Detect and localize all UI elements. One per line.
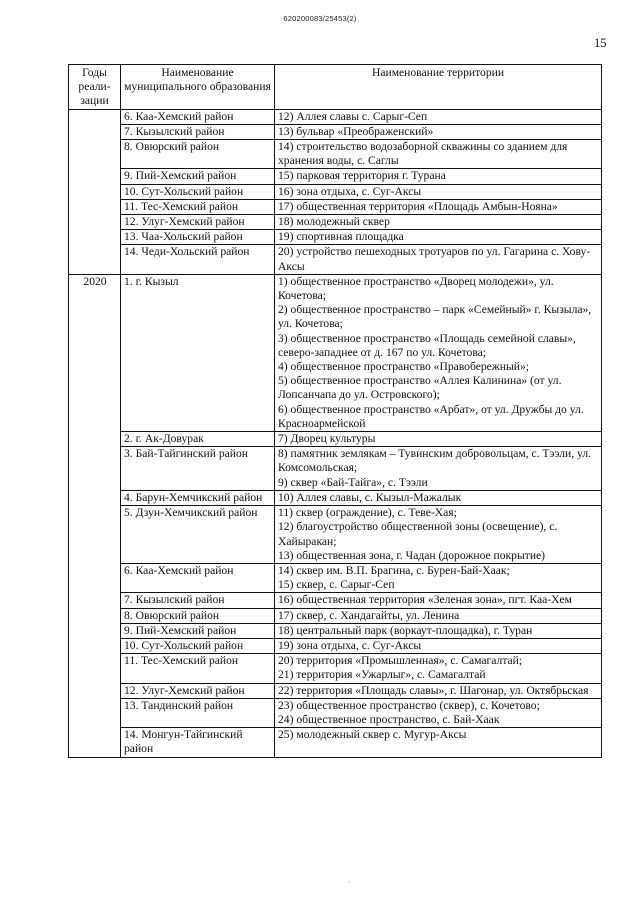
territory-cell xyxy=(275,140,602,169)
territory-item: 5) общественное пространство «Аллея Калинина» (от ул. Лопсанчапа до ул. Островского); xyxy=(278,374,562,402)
territory-cell xyxy=(275,230,602,245)
table-row xyxy=(69,184,602,199)
territory-item: 1) общественное пространство «Дворец молодежи», ул. Кочетова; xyxy=(278,274,554,303)
territory-cell xyxy=(275,638,602,653)
table-row xyxy=(69,169,602,184)
table-row xyxy=(69,447,602,491)
territory-item: 18) центральный парк (воркаут-площадка), г. Туран xyxy=(278,623,533,637)
territory-cell xyxy=(275,608,602,623)
table-row xyxy=(69,623,602,638)
municipality-cell: 8. Овюрский район xyxy=(121,140,275,169)
column-header-municipality: Наименование муниципального образования xyxy=(121,65,275,110)
territory-item: 12) благоустройство общественной зоны (освещение), с. Хайыракан; xyxy=(278,520,558,548)
table-body xyxy=(69,109,602,757)
territory-item: 20) территория «Промышленная», с. Самагалтай; xyxy=(278,654,523,668)
municipality-cell: 9. Пий-Хемский район xyxy=(121,623,275,638)
territory-cell xyxy=(275,199,602,214)
table-row xyxy=(69,215,602,230)
table-row xyxy=(69,230,602,245)
territory-item: 16) зона отдыха, с. Суг-Аксы xyxy=(278,184,422,198)
territory-cell xyxy=(275,432,602,447)
territory-item: 15) парковая территория г. Турана xyxy=(278,169,446,183)
territory-item: 17) общественная территория «Площадь Амбын-Нояна» xyxy=(278,199,558,213)
territory-item: 3) общественное пространство «Площадь семейной славы», северо-западнее от д. 167 по ул. Кочетова; xyxy=(278,331,576,359)
municipality-cell: 8. Овюрский район xyxy=(121,608,275,623)
municipality-cell: 6. Каа-Хемский район xyxy=(121,563,275,592)
municipality-cell: 9. Пий-Хемский район xyxy=(121,169,275,184)
territory-item: 14) сквер им. В.П. Брагина, с. Бурен-Бай-Хаак; xyxy=(278,563,510,577)
territory-cell xyxy=(275,683,602,698)
table-row xyxy=(69,563,602,592)
territory-cell xyxy=(275,490,602,505)
municipality-cell: 4. Барун-Хемчикский район xyxy=(121,490,275,505)
territory-cell xyxy=(275,728,602,757)
territory-item: 10) Аллея славы, с. Кызыл-Мажалык xyxy=(278,490,462,504)
table-row xyxy=(69,140,602,169)
table-row xyxy=(69,245,602,274)
column-header-year: Годы реали-зации xyxy=(69,65,121,110)
page-number: 15 xyxy=(594,36,607,50)
table-row xyxy=(69,593,602,608)
territory-cell xyxy=(275,623,602,638)
municipality-cell: 12. Улуг-Хемский район xyxy=(121,683,275,698)
territory-item: 13) общественная зона, г. Чадан (дорожное покрытие) xyxy=(278,548,546,562)
municipality-cell: 13. Чаа-Хольский район xyxy=(121,230,275,245)
year-cell xyxy=(69,109,121,274)
table-row xyxy=(69,199,602,214)
territory-item: 20) устройство пешеходных тротуаров по ул. Гагарина с. Хову-Аксы xyxy=(278,245,591,273)
municipality-cell: 6. Каа-Хемский район xyxy=(121,109,275,124)
territory-item: 15) сквер, с. Сарыг-Сеп xyxy=(278,578,395,592)
territory-cell xyxy=(275,184,602,199)
territory-item: 24) общественное пространство, с. Бай-Хаак xyxy=(278,712,500,726)
territory-table xyxy=(68,64,602,758)
territory-cell xyxy=(275,563,602,592)
territory-item: 7) Дворец культуры xyxy=(278,432,376,446)
table-row xyxy=(69,490,602,505)
municipality-cell: 5. Дзун-Хемчикский район xyxy=(121,506,275,564)
territory-item: 16) общественная территория «Зеленая зона», пгт. Каа-Хем xyxy=(278,593,572,607)
territory-cell xyxy=(275,245,602,274)
municipality-cell: 13. Тандинский район xyxy=(121,698,275,727)
territory-cell xyxy=(275,124,602,139)
territory-item: 19) зона отдыха, с. Суг-Аксы xyxy=(278,638,422,652)
table-row xyxy=(69,608,602,623)
territory-item: 12) Аллея славы с. Сарыг-Сеп xyxy=(278,109,428,123)
municipality-cell: 7. Кызылский район xyxy=(121,593,275,608)
municipality-cell: 11. Тес-Хемский район xyxy=(121,199,275,214)
municipality-cell: 1. г. Кызыл xyxy=(121,274,275,431)
territory-item: 4) общественное пространство «Правобережный»; xyxy=(278,360,530,374)
table-row xyxy=(69,638,602,653)
table-row xyxy=(69,124,602,139)
table-row xyxy=(69,683,602,698)
municipality-cell: 14. Чеди-Хольский район xyxy=(121,245,275,274)
table-row xyxy=(69,109,602,124)
territory-item: 18) молодежный сквер xyxy=(278,215,390,229)
territory-cell xyxy=(275,506,602,564)
municipality-cell: 2. г. Ак-Довурак xyxy=(121,432,275,447)
territory-cell xyxy=(275,274,602,431)
territory-item: 14) строительство водозаборной скважины со зданием для хранения воды, с. Саглы xyxy=(278,140,568,168)
municipality-cell: 10. Сут-Хольский район xyxy=(121,184,275,199)
territory-item: 17) сквер, с. Хандагайты, ул. Ленина xyxy=(278,608,460,622)
territory-item: 25) молодежный сквер с. Мугур-Аксы xyxy=(278,728,467,742)
territory-item: 8) памятник землякам – Тувинским добровольцам, с. Тээли, ул. Комсомольская; xyxy=(278,447,592,475)
territory-cell xyxy=(275,698,602,727)
footer-mark: · xyxy=(348,878,351,887)
municipality-cell: 10. Сут-Хольский район xyxy=(121,638,275,653)
territory-item: 9) сквер «Бай-Тайга», с. Тээли xyxy=(278,475,428,489)
table-row xyxy=(69,274,602,431)
territory-item: 21) территория «Ужарлыг», с. Самагалтай xyxy=(278,668,486,682)
territory-item: 13) бульвар «Преображенский» xyxy=(278,124,434,138)
municipality-cell: 3. Бай-Тайгинский район xyxy=(121,447,275,491)
table-row xyxy=(69,432,602,447)
territory-cell xyxy=(275,593,602,608)
table-row xyxy=(69,698,602,727)
table-row xyxy=(69,654,602,683)
table-row xyxy=(69,506,602,564)
territory-cell xyxy=(275,109,602,124)
territory-cell xyxy=(275,447,602,491)
document-id: 620200083/25453(2) xyxy=(283,14,357,23)
territory-item: 11) сквер (ограждение), с. Теве-Хая; xyxy=(278,506,457,520)
territory-item: 22) территория «Площадь славы», г. Шагонар, ул. Октябрьская xyxy=(278,683,589,697)
table-header-row xyxy=(69,65,602,110)
column-header-territory: Наименование территории xyxy=(275,65,602,110)
municipality-cell: 7. Кызылский район xyxy=(121,124,275,139)
territory-item: 19) спортивная площадка xyxy=(278,230,404,244)
municipality-cell: 11. Тес-Хемский район xyxy=(121,654,275,683)
territory-item: 6) общественное пространство «Арбат», от ул. Дружбы до ул. Красноармейской xyxy=(278,402,584,430)
territory-cell xyxy=(275,654,602,683)
territory-item: 23) общественное пространство (сквер), с. Кочетово; xyxy=(278,698,540,712)
territory-cell xyxy=(275,169,602,184)
municipality-cell: 12. Улуг-Хемский район xyxy=(121,215,275,230)
municipality-cell: 14. Монгун-Тайгинский район xyxy=(121,728,275,757)
year-cell: 2020 xyxy=(69,274,121,757)
territory-item: 2) общественное пространство – парк «Семейный» г. Кызыла», ул. Кочетова; xyxy=(278,303,592,331)
table-row xyxy=(69,728,602,757)
territory-cell xyxy=(275,215,602,230)
